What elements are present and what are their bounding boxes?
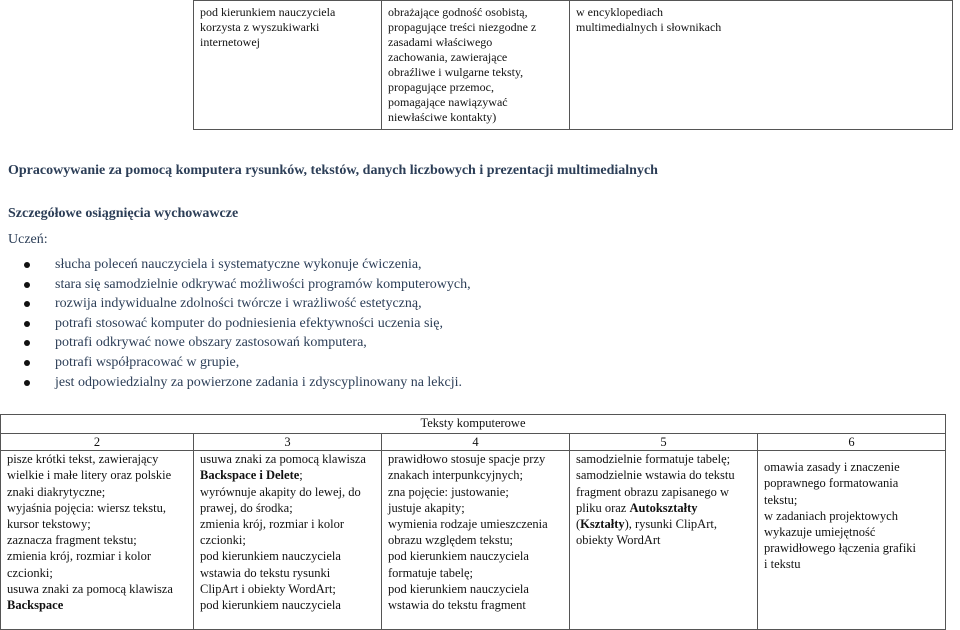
bullet-icon xyxy=(24,262,30,268)
text-line: propagujące przemoc, xyxy=(388,80,494,94)
text-line: niewłaściwe kontakty) xyxy=(388,110,497,124)
text-line: formatuje tabelę; xyxy=(388,565,474,580)
text-line: korzysta z wyszukiwarki xyxy=(200,20,320,34)
text-line: prawidłowo stosuje spacje przy xyxy=(388,452,546,467)
achievements-list xyxy=(20,255,471,392)
bullet-icon xyxy=(24,301,30,307)
text-line: w zadaniach projektowych xyxy=(764,508,898,523)
text-line: zmienia krój, rozmiar i kolor xyxy=(7,549,152,564)
text-line: obrazu względem tekstu; xyxy=(388,533,513,548)
list-item xyxy=(20,275,471,295)
text-line: propagujące treści niezgodne z xyxy=(388,20,537,34)
text-line: wstawia do tekstu rysunki xyxy=(200,565,331,580)
top-cell-1 xyxy=(194,1,382,130)
table-title: Teksty komputerowe xyxy=(1,415,946,434)
list-item xyxy=(20,333,471,353)
grade-number: 4 xyxy=(382,434,570,451)
list-item xyxy=(20,255,471,275)
text-line: zna pojęcie: justowanie; xyxy=(388,484,509,499)
text-line: fragment obrazu zapisanego w xyxy=(576,484,730,499)
list-item xyxy=(20,373,471,393)
text-line: pod kierunkiem nauczyciela xyxy=(200,549,341,564)
text-line: pod kierunkiem nauczyciela xyxy=(200,598,341,613)
text-line: prawej, do środka; xyxy=(200,500,293,515)
bold-text: Kształty xyxy=(580,517,625,532)
text-line: w encyklopediach xyxy=(576,5,663,19)
section-title: Opracowywanie za pomocą komputera rysunków, tekstów, danych liczbowych i prezentacji multimedialnych xyxy=(8,163,658,178)
top-cell-3 xyxy=(570,1,953,130)
grade-number: 2 xyxy=(1,434,194,451)
text-line: prawidłowego łączenia grafiki xyxy=(764,541,917,556)
text-line: obiekty WordArt xyxy=(576,533,661,548)
text-line: wstawia do tekstu fragment xyxy=(388,598,526,613)
text-line: pod kierunkiem nauczyciela xyxy=(388,549,529,564)
requirements-table xyxy=(0,414,946,630)
list-item-text: potrafi stosować komputer do podniesienia efektywności uczenia się, xyxy=(55,315,443,331)
text-line: pod kierunkiem nauczyciela xyxy=(388,581,529,596)
text-line: pod kierunkiem nauczyciela xyxy=(200,5,336,19)
grade-5-cell xyxy=(570,451,758,630)
text-line: samodzielnie wstawia do tekstu xyxy=(576,468,735,483)
bold-text: Backspace xyxy=(7,598,64,613)
list-item-text: potrafi współpracować w grupie, xyxy=(55,354,240,370)
text-line: zaznacza fragment tekstu; xyxy=(7,533,137,548)
grade-6-cell xyxy=(758,451,946,630)
text-line: wykazuje umiejętność xyxy=(764,525,876,540)
text-line: justuje akapity; xyxy=(388,500,465,515)
text-line: znaki diakrytyczne; xyxy=(7,484,106,499)
grade-2-cell xyxy=(1,451,194,630)
text-line: kursor tekstowy; xyxy=(7,517,91,532)
text-line: czcionki; xyxy=(7,565,53,580)
text-fragment: ), rysunki ClipArt, xyxy=(624,517,717,532)
text-line: zachowania, zawierające xyxy=(388,50,508,64)
text-line: obraźliwe i wulgarne teksty, xyxy=(388,65,524,79)
text-line: poprawnego formatowania xyxy=(764,476,899,491)
grade-4-cell xyxy=(382,451,570,630)
text-line: pisze krótki tekst, zawierający xyxy=(7,452,159,467)
text-line: obrażające godność osobistą, xyxy=(388,5,528,19)
text-line: i tekstu xyxy=(764,557,801,572)
text-fragment: ( xyxy=(576,517,581,532)
bullet-icon xyxy=(24,380,30,386)
grade-number: 5 xyxy=(570,434,758,451)
list-item-text: stara się samodzielnie odkrywać możliwości programów komputerowych, xyxy=(55,276,471,292)
bold-text: Backspace i Delete xyxy=(200,468,300,483)
text-line: czcionki; xyxy=(200,533,246,548)
list-item xyxy=(20,353,471,373)
list-item-text: rozwija indywidualne zdolności twórcze i wrażliwość estetyczną, xyxy=(55,296,422,312)
list-item xyxy=(20,314,471,334)
top-cell-2 xyxy=(382,1,570,130)
text-line: wymienia rodzaje umieszczenia xyxy=(388,517,548,532)
list-item-text: potrafi odkrywać nowe obszary zastosowań komputera, xyxy=(55,335,367,351)
text-line: wyrównuje akapity do lewej, do xyxy=(200,484,361,499)
list-item xyxy=(20,294,471,314)
text-line: usuwa znaki za pomocą klawisza xyxy=(200,452,366,467)
text-line: pomagające nawiązywać xyxy=(388,95,508,109)
text-line: internetowej xyxy=(200,35,260,49)
student-label: Uczeń: xyxy=(8,232,48,247)
text-fragment: pliku oraz xyxy=(576,500,630,515)
bullet-icon xyxy=(24,282,30,288)
list-item-text: słucha poleceń nauczyciela i systematyczne wykonuje ćwiczenia, xyxy=(55,257,422,272)
grade-number: 3 xyxy=(194,434,382,451)
text-line: samodzielnie formatuje tabelę; xyxy=(576,452,731,467)
bullet-icon xyxy=(24,321,30,327)
text-line: wyjaśnia pojęcia: wiersz tekstu, xyxy=(7,500,166,515)
text-line: zmienia krój, rozmiar i kolor xyxy=(200,517,345,532)
list-item-text: jest odpowiedzialny za powierzone zadania i zdyscyplinowany na lekcji. xyxy=(55,374,463,390)
text-line: ClipArt i obiekty WordArt; xyxy=(200,581,336,596)
grade-3-cell xyxy=(194,451,382,630)
bullet-icon xyxy=(24,340,30,346)
top-continuation-table xyxy=(193,0,953,130)
text-fragment: ; xyxy=(299,468,303,483)
text-line: wielkie i małe litery oraz polskie xyxy=(7,468,172,483)
bold-text: Autokształty xyxy=(629,500,698,515)
achievements-title: Szczegółowe osiągnięcia wychowawcze xyxy=(8,206,239,221)
text-line: usuwa znaki za pomocą klawisza xyxy=(7,581,173,596)
text-line: omawia zasady i znaczenie xyxy=(764,460,900,475)
text-line: zasadami właściwego xyxy=(388,35,493,49)
grade-number: 6 xyxy=(758,434,946,451)
bullet-icon xyxy=(24,360,30,366)
text-line: znakach interpunkcyjnych; xyxy=(388,468,524,483)
text-line: tekstu; xyxy=(764,492,798,507)
text-line: multimedialnych i słownikach xyxy=(576,20,722,34)
